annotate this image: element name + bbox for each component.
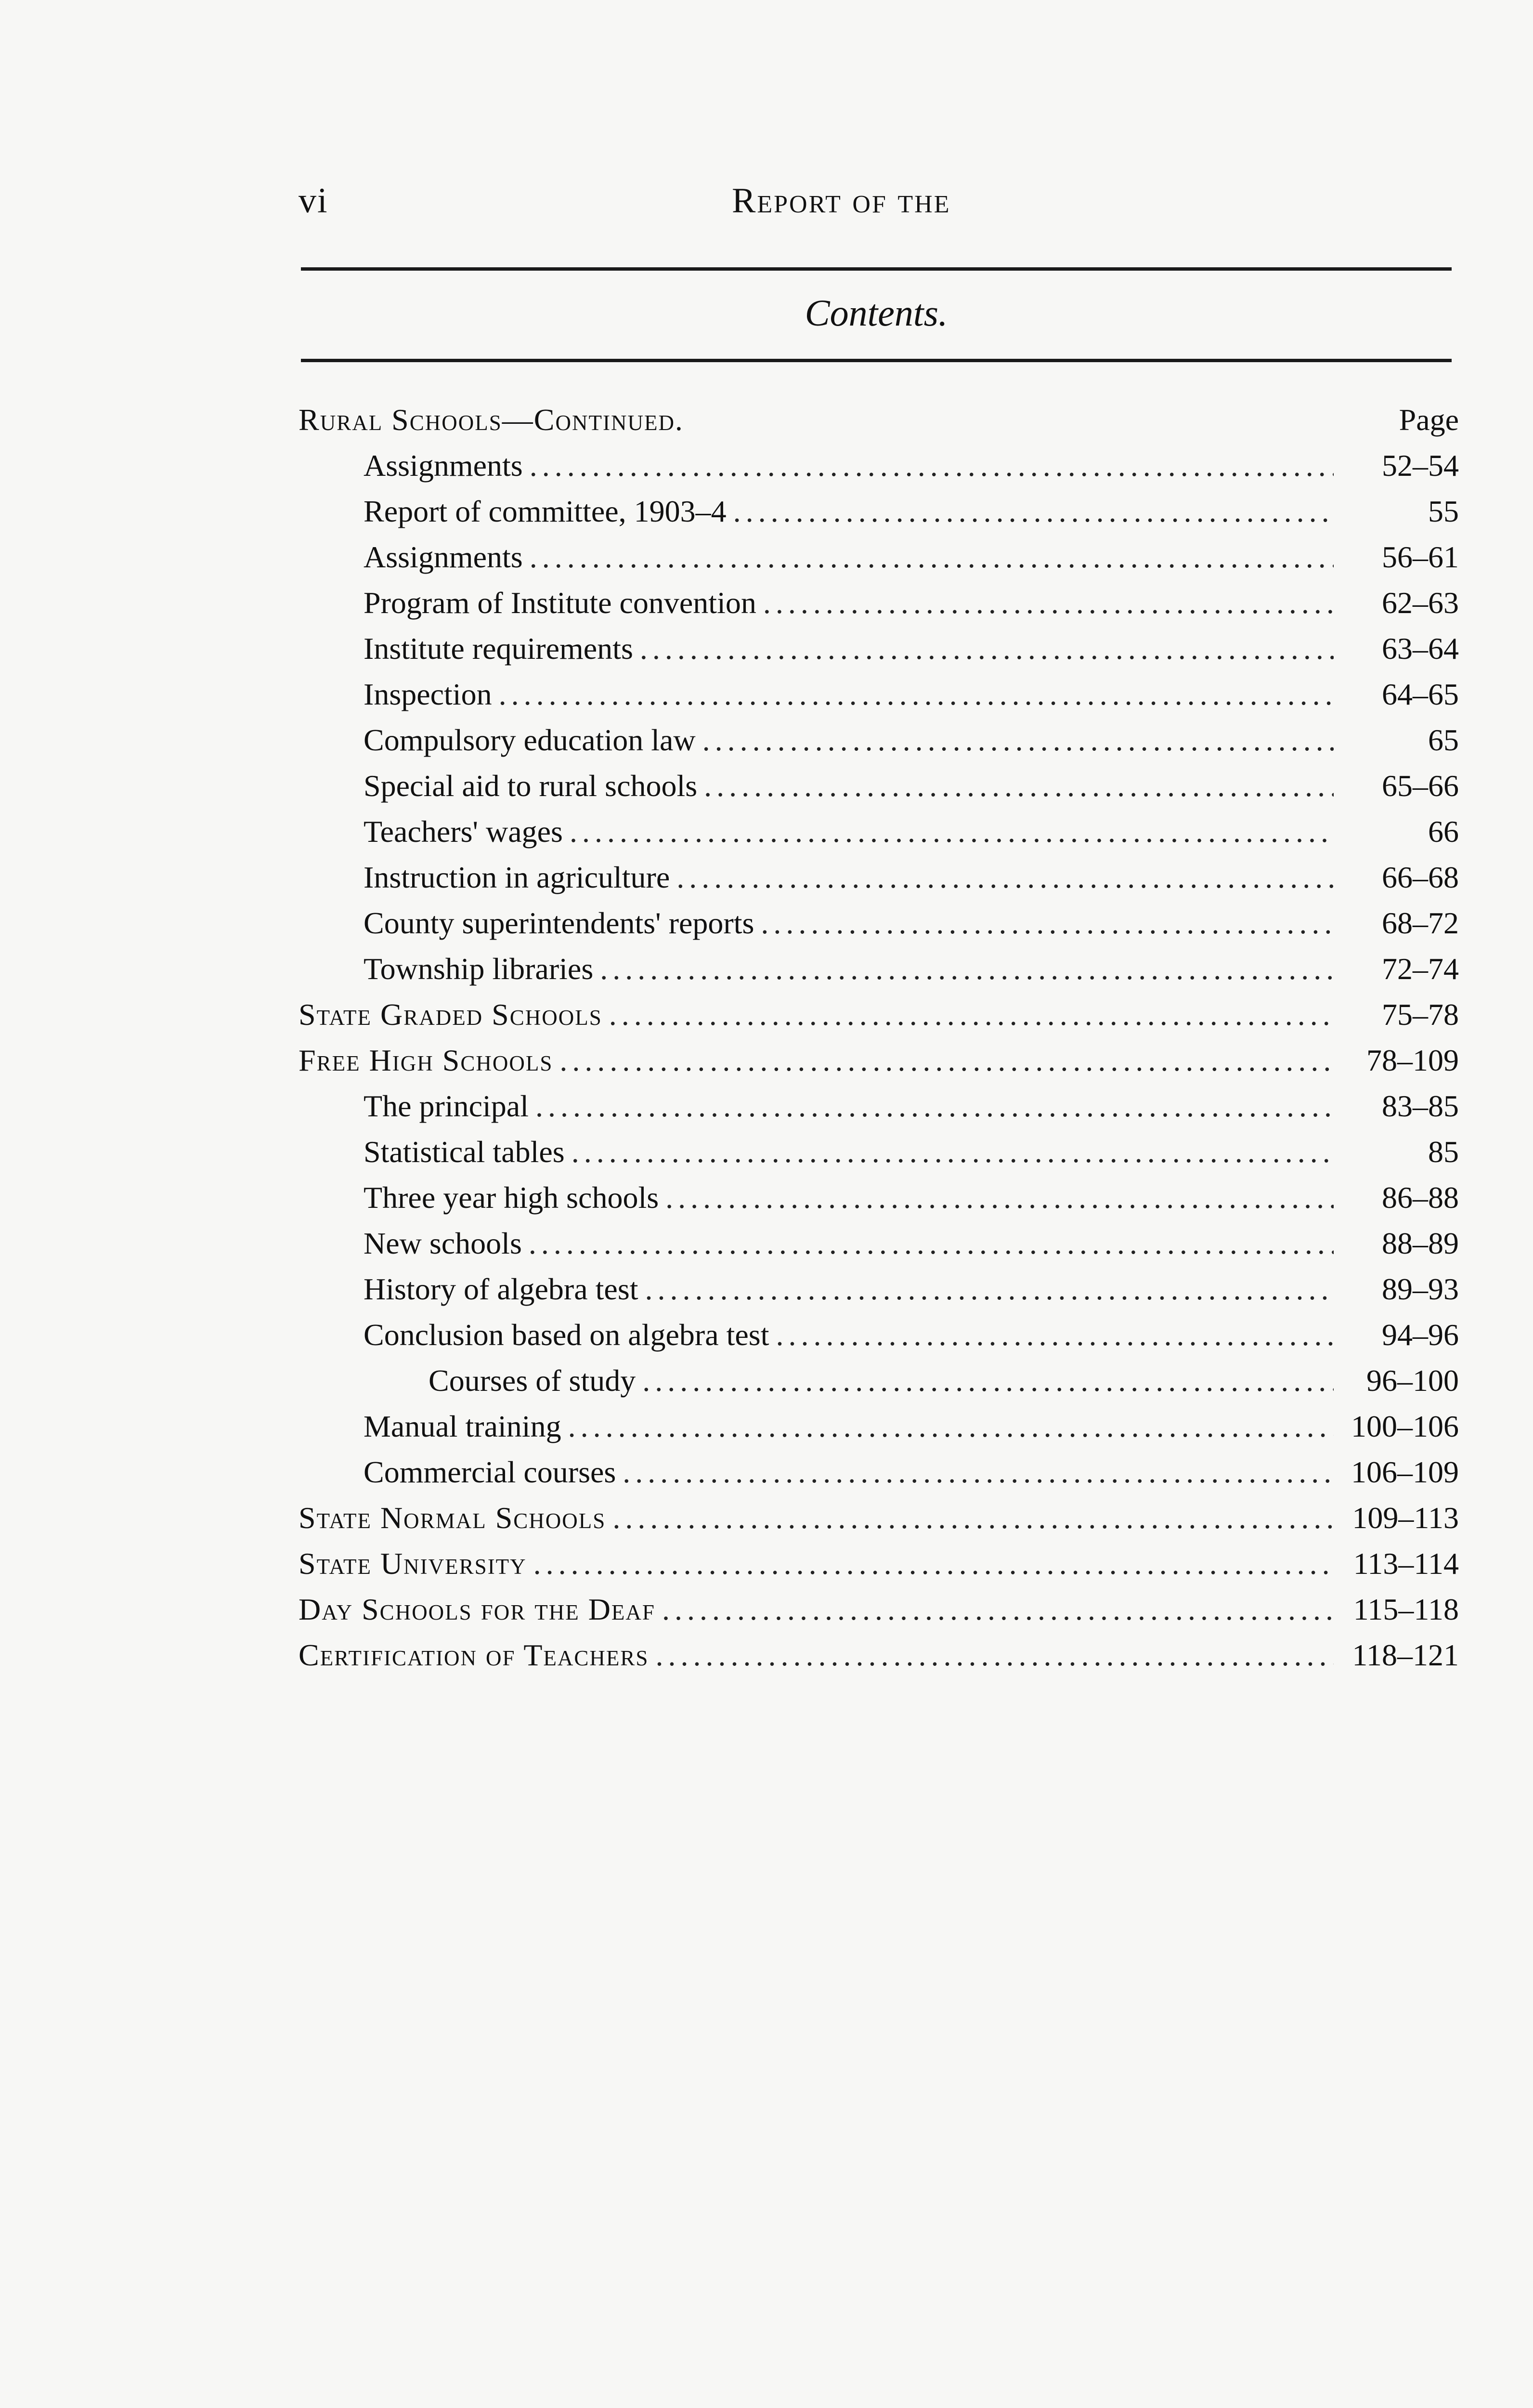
dot-leader — [600, 951, 1334, 987]
dot-leader — [609, 997, 1334, 1033]
toc-entry-page: 106–109 — [1351, 1455, 1459, 1489]
dot-leader — [665, 1180, 1334, 1216]
dot-leader — [623, 1454, 1334, 1490]
dot-leader — [530, 448, 1334, 484]
toc-entry-page: 96–100 — [1366, 1363, 1459, 1398]
toc-entry-label: Program of Institute convention — [364, 586, 756, 620]
toc-entry-page: 83–85 — [1382, 1089, 1459, 1123]
toc-entry-page: 66 — [1428, 814, 1459, 849]
toc-entry-page: 113–114 — [1353, 1546, 1459, 1581]
toc-entry — [299, 1454, 1459, 1500]
toc-entry-label: Teachers' wages — [364, 814, 563, 849]
dot-leader — [655, 1637, 1334, 1673]
toc-entry — [299, 1637, 1459, 1683]
dot-leader — [530, 539, 1334, 575]
toc-entry-label: County superintendents' reports — [364, 906, 754, 940]
toc-entry-label: Assignments — [364, 540, 523, 574]
toc-entry-page: 86–88 — [1382, 1180, 1459, 1215]
dot-leader — [640, 631, 1334, 667]
toc-entry-page: 72–74 — [1382, 952, 1459, 986]
dot-leader — [704, 768, 1334, 804]
dot-leader — [763, 585, 1334, 621]
toc-entry — [299, 768, 1459, 814]
toc-entry-label: The principal — [364, 1089, 529, 1123]
toc-entry-page: 63–64 — [1382, 631, 1459, 666]
toc-entry-page: 89–93 — [1382, 1272, 1459, 1306]
toc-entry-page: 52–54 — [1382, 448, 1459, 483]
toc-entry-label: Inspection — [364, 677, 492, 711]
dot-leader — [568, 1409, 1334, 1444]
dot-leader — [645, 1271, 1334, 1307]
toc-entry-label: Three year high schools — [364, 1180, 659, 1215]
toc-entry — [299, 1546, 1459, 1592]
toc-entry-label: Assignments — [364, 448, 523, 483]
toc-entry-label: History of algebra test — [364, 1272, 638, 1306]
toc-entry-page: 88–89 — [1382, 1226, 1459, 1260]
toc-entry — [299, 814, 1459, 860]
toc-entry-page: 62–63 — [1382, 586, 1459, 620]
toc-entry-page: 75–78 — [1382, 997, 1459, 1032]
toc-entry-page: 85 — [1428, 1135, 1459, 1169]
toc-entry — [299, 1180, 1459, 1226]
running-title: Report of the — [732, 181, 951, 221]
toc-entry-page: 65 — [1428, 723, 1459, 757]
toc-entry-page: 109–113 — [1352, 1501, 1459, 1535]
toc-entry-page: 56–61 — [1382, 540, 1459, 574]
toc-entries — [299, 448, 1459, 1683]
toc-entry — [299, 631, 1459, 677]
toc-entry-label: State Normal Schools — [299, 1501, 606, 1535]
dot-leader — [776, 1317, 1334, 1353]
toc-entry-page: 118–121 — [1352, 1638, 1459, 1672]
dot-leader — [612, 1500, 1334, 1536]
toc-entry — [299, 539, 1459, 585]
section-header: Rural Schools—Continued. — [299, 403, 684, 437]
dot-leader — [702, 722, 1334, 758]
dot-leader — [642, 1363, 1334, 1399]
toc-entry-label: Instruction in agriculture — [364, 860, 670, 894]
toc-entry — [299, 951, 1459, 997]
toc-entry-label: State Graded Schools — [299, 997, 602, 1032]
toc-entry — [299, 1043, 1459, 1088]
toc-entry — [299, 1592, 1459, 1637]
toc-entry — [299, 494, 1459, 539]
toc-entry — [299, 1500, 1459, 1546]
toc-entry-label: State University — [299, 1546, 527, 1581]
toc-entry — [299, 1226, 1459, 1271]
dot-leader — [572, 1134, 1334, 1170]
toc-entry — [299, 997, 1459, 1043]
toc-entry — [299, 677, 1459, 722]
dot-leader — [499, 677, 1334, 712]
toc-entry-label: Certification of Teachers — [299, 1638, 649, 1672]
toc-entry-page: 115–118 — [1353, 1592, 1459, 1626]
dot-leader — [529, 1226, 1334, 1261]
toc-entry-label: Commercial courses — [364, 1455, 616, 1489]
toc-entry-label: Courses of study — [429, 1363, 636, 1398]
toc-entry-page: 78–109 — [1366, 1043, 1459, 1077]
dot-leader — [533, 1546, 1334, 1582]
toc-entry — [299, 448, 1459, 494]
toc-entry-page: 94–96 — [1382, 1318, 1459, 1352]
toc-entry-label: Township libraries — [364, 952, 594, 986]
toc-entry-label: Institute requirements — [364, 631, 633, 666]
toc-entry-label: New schools — [364, 1226, 522, 1260]
toc-entry-page: 64–65 — [1382, 677, 1459, 711]
page-number: vi — [299, 181, 328, 221]
dot-leader — [761, 905, 1334, 941]
toc-entry — [299, 1271, 1459, 1317]
toc-entry — [299, 1363, 1459, 1409]
toc-entry-page: 55 — [1428, 494, 1459, 528]
dot-leader — [733, 494, 1334, 529]
toc-entry — [299, 1317, 1459, 1363]
toc-entry-label: Report of committee, 1903–4 — [364, 494, 727, 528]
dot-leader — [570, 814, 1334, 850]
toc-entry-label: Day Schools for the Deaf — [299, 1592, 655, 1626]
toc-entry-page: 65–66 — [1382, 769, 1459, 803]
toc-entry-page: 68–72 — [1382, 906, 1459, 940]
toc-section-header-row — [299, 402, 1459, 448]
toc-entry — [299, 1088, 1459, 1134]
toc-entry — [299, 860, 1459, 905]
toc-entry-label: Conclusion based on algebra test — [364, 1318, 769, 1352]
top-rule — [301, 267, 1452, 271]
toc-entry-label: Compulsory education law — [364, 723, 696, 757]
toc-entry-page: 100–106 — [1351, 1409, 1459, 1443]
toc-entry — [299, 1409, 1459, 1454]
toc-entry-label: Statistical tables — [364, 1135, 565, 1169]
toc-entry — [299, 905, 1459, 951]
contents-heading: Contents. — [805, 292, 948, 334]
bottom-rule — [301, 359, 1452, 362]
toc-entry-label: Special aid to rural schools — [364, 769, 698, 803]
toc-entry-label: Manual training — [364, 1409, 561, 1443]
dot-leader — [559, 1043, 1334, 1078]
dot-leader — [676, 860, 1334, 895]
dot-leader — [662, 1592, 1334, 1627]
toc-entry-label: Free High Schools — [299, 1043, 553, 1077]
page-column-label: Page — [1399, 403, 1459, 437]
toc-entry — [299, 585, 1459, 631]
dot-leader — [535, 1088, 1334, 1124]
toc-entry-page: 66–68 — [1382, 860, 1459, 894]
toc-entry — [299, 722, 1459, 768]
running-head — [299, 181, 1454, 229]
toc-entry — [299, 1134, 1459, 1180]
table-of-contents — [299, 402, 1459, 1683]
